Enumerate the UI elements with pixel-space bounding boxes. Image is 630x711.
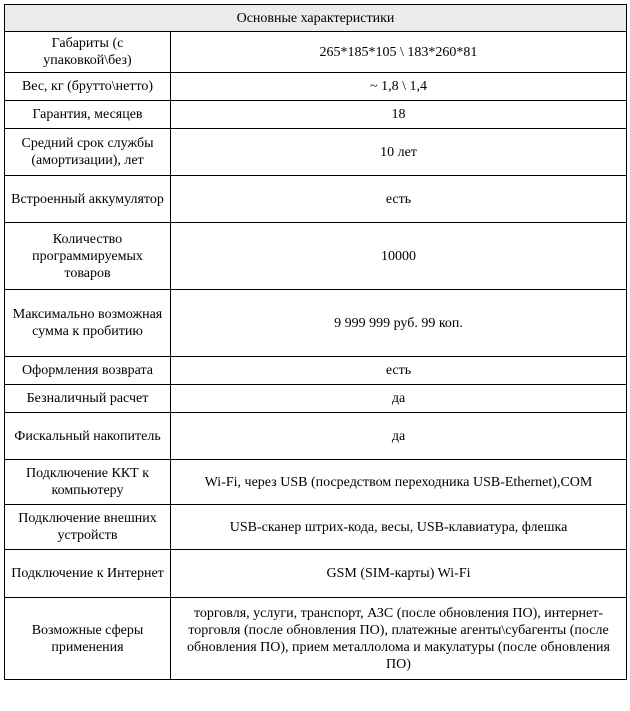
table-row: [5, 32, 627, 73]
spec-value: USB-сканер штрих-кода, весы, USB-клавиатура, флешка: [171, 505, 627, 550]
spec-label: Фискальный накопитель: [5, 413, 171, 460]
specs-table: [4, 4, 627, 680]
table-row: [5, 176, 627, 223]
spec-label: Гарантия, месяцев: [5, 101, 171, 129]
table-row: [5, 73, 627, 101]
spec-value: торговля, услуги, транспорт, АЗС (после обновления ПО), интернет-торговля (после обновления ПО), платежные агенты\субагенты (после обновления ПО), прием металлолома и макулатуры (после обновления ПО): [171, 598, 627, 680]
table-title: Основные характеристики: [5, 5, 627, 32]
spec-label: Безналичный расчет: [5, 385, 171, 413]
table-row: [5, 290, 627, 357]
spec-value: есть: [171, 357, 627, 385]
table-row: [5, 223, 627, 290]
table-row: [5, 505, 627, 550]
spec-value: 10000: [171, 223, 627, 290]
table-row: [5, 550, 627, 598]
spec-label: Максимально возможная сумма к пробитию: [5, 290, 171, 357]
spec-label: Возможные сферы применения: [5, 598, 171, 680]
spec-label: Средний срок службы (амортизации), лет: [5, 129, 171, 176]
spec-value: ~ 1,8 \ 1,4: [171, 73, 627, 101]
spec-value: 9 999 999 руб. 99 коп.: [171, 290, 627, 357]
spec-label: Встроенный аккумулятор: [5, 176, 171, 223]
spec-label: Подключение внешних устройств: [5, 505, 171, 550]
table-row: [5, 598, 627, 680]
spec-label: Подключение ККТ к компьютеру: [5, 460, 171, 505]
spec-label: Количество программируемых товаров: [5, 223, 171, 290]
table-row: [5, 413, 627, 460]
spec-value: да: [171, 413, 627, 460]
spec-value: 265*185*105 \ 183*260*81: [171, 32, 627, 73]
table-header-row: [5, 5, 627, 32]
spec-value: есть: [171, 176, 627, 223]
spec-label: Подключение к Интернет: [5, 550, 171, 598]
spec-value: 10 лет: [171, 129, 627, 176]
spec-value: Wi-Fi, через USB (посредством переходника USB-Ethernet),COM: [171, 460, 627, 505]
table-row: [5, 460, 627, 505]
table-row: [5, 357, 627, 385]
table-row: [5, 385, 627, 413]
spec-label: Габариты (с упаковкой\без): [5, 32, 171, 73]
spec-label: Оформления возврата: [5, 357, 171, 385]
spec-label: Вес, кг (брутто\нетто): [5, 73, 171, 101]
spec-value: да: [171, 385, 627, 413]
spec-value: 18: [171, 101, 627, 129]
table-row: [5, 129, 627, 176]
spec-value: GSM (SIM-карты) Wi-Fi: [171, 550, 627, 598]
table-row: [5, 101, 627, 129]
